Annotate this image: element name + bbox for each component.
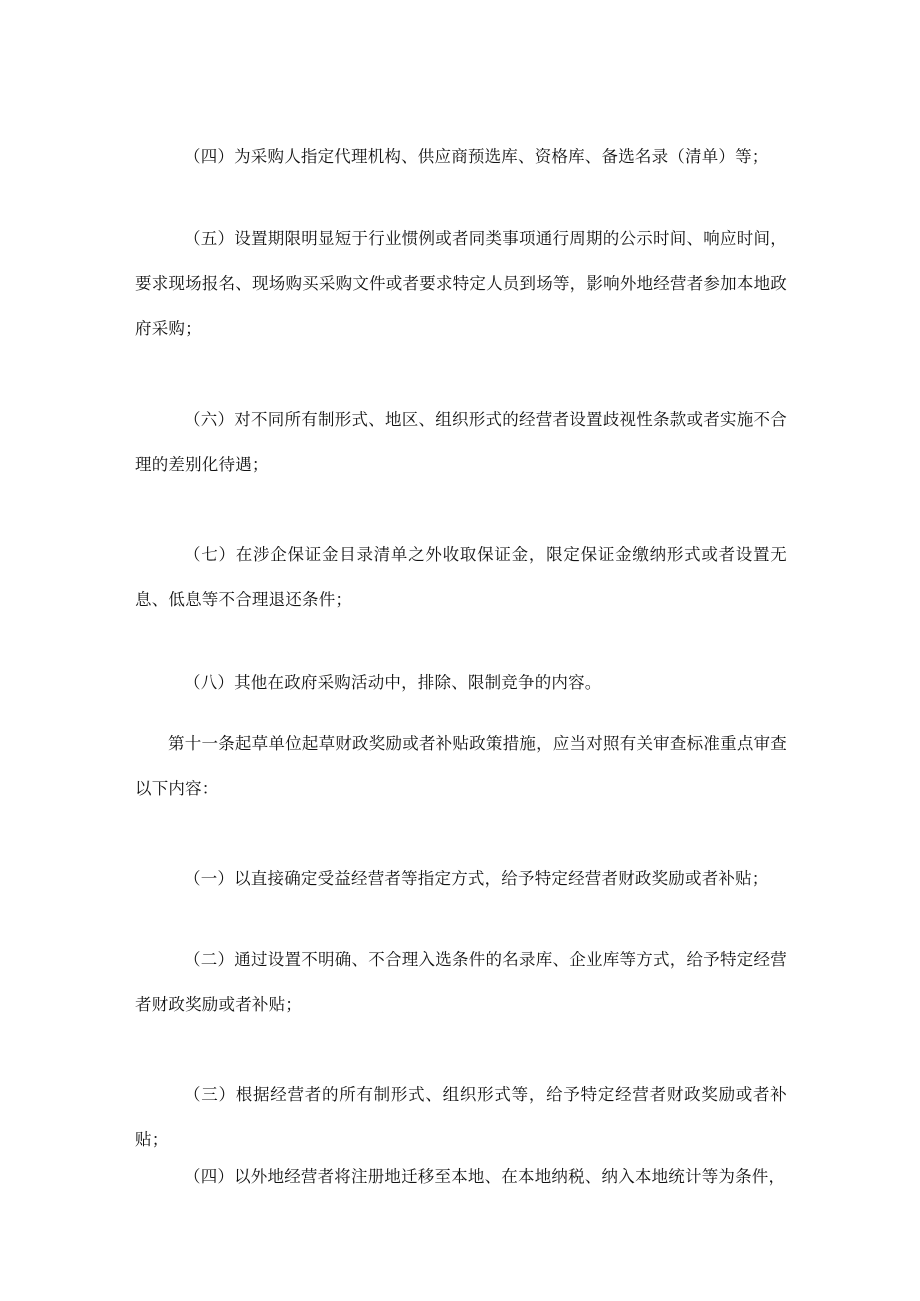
paragraph-item-2: （二）通过设置不明确、不合理入选条件的名录库、企业库等方式，给予特定经营者财政奖励或者补贴； — [135, 949, 787, 1014]
paragraph-item-7: （七）在涉企保证金目录清单之外收取保证金，限定保证金缴纳形式或者设置无息、低息等不合理退还条件； — [135, 544, 787, 609]
paragraph-item-8: （八）其他在政府采购活动中，排除、限制竞争的内容。 — [184, 672, 602, 692]
paragraph-item-4-subsidy: （四）以外地经营者将注册地迁移至本地、在本地纳税、纳入本地统计等为条件， — [184, 1166, 786, 1186]
article-11-paragraph: 第十一条起草单位起草财政奖励或者补贴政策措施，应当对照有关审查标准重点审查以下内容： — [135, 733, 787, 798]
paragraph-item-6: （六）对不同所有制形式、地区、组织形式的经营者设置歧视性条款或者实施不合理的差别化待遇； — [135, 409, 787, 474]
paragraph-item-1: （一）以直接确定受益经营者等指定方式，给予特定经营者财政奖励或者补贴； — [184, 868, 769, 888]
paragraph-item-3: （三）根据经营者的所有制形式、组织形式等，给予特定经营者财政奖励或者补贴； — [135, 1084, 787, 1149]
paragraph-item-4: （四）为采购人指定代理机构、供应商预选库、资格库、备选名录（清单）等； — [184, 146, 769, 166]
paragraph-item-5: （五）设置期限明显短于行业惯例或者同类事项通行周期的公示时间、响应时间，要求现场报名、现场购买采购文件或者要求特定人员到场等，影响外地经营者参加本地政府采购； — [135, 228, 787, 338]
